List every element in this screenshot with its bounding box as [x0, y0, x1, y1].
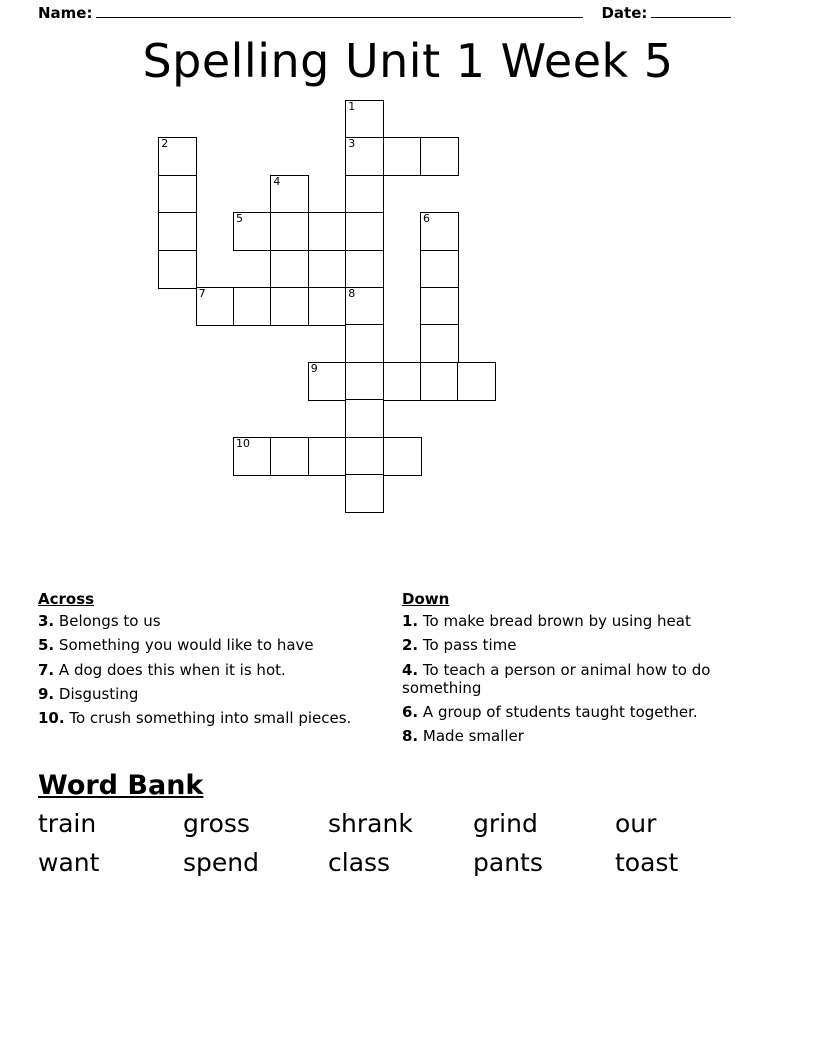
crossword-cell[interactable] [158, 212, 197, 251]
crossword-cell[interactable] [158, 250, 197, 289]
cell-number: 5 [236, 212, 243, 226]
across-column [38, 590, 402, 752]
clue-number: 2. [402, 636, 419, 655]
clue-text: Belongs to us [58, 612, 161, 630]
word-bank-item: pants [473, 848, 543, 878]
crossword-cell[interactable] [270, 287, 309, 326]
clues-section [38, 590, 778, 752]
crossword-cell[interactable] [345, 212, 384, 251]
cell-number: 4 [273, 174, 281, 188]
crossword-cell[interactable] [383, 137, 422, 176]
crossword-cell[interactable] [233, 437, 272, 476]
crossword-cell[interactable] [158, 137, 197, 176]
down-heading: Down [402, 590, 450, 608]
cell-number: 10 [236, 436, 250, 450]
down-column [402, 590, 766, 752]
word-bank-item: toast [615, 848, 679, 878]
clue-text: To pass time [422, 636, 517, 655]
clue-down-5 [402, 727, 766, 745]
clue-text: Made smaller [422, 727, 524, 746]
cell-number: 7 [198, 287, 206, 300]
clue-number: 1. [402, 612, 419, 630]
word-bank-item: shrank [328, 808, 413, 838]
crossword-cell[interactable] [383, 437, 422, 476]
crossword-cell[interactable] [158, 175, 197, 214]
crossword-cell[interactable] [345, 474, 384, 513]
word-bank-item: spend [183, 848, 259, 878]
cell-number: 9 [310, 361, 318, 375]
word-bank-heading: Word Bank [38, 769, 204, 801]
crossword-cell[interactable] [345, 362, 384, 401]
clue-down-3 [402, 661, 766, 698]
date-blank-line [651, 4, 731, 18]
crossword-cell[interactable] [308, 362, 347, 401]
crossword-cell[interactable] [270, 212, 309, 251]
cell-number: 3 [348, 137, 356, 151]
clue-down-1 [402, 612, 766, 630]
name-label: Name: [38, 4, 93, 22]
crossword-cell[interactable] [345, 399, 384, 438]
crossword-cell[interactable] [345, 287, 384, 326]
clue-number: 6. [402, 703, 419, 722]
name-blank-line [96, 4, 583, 18]
clue-number: 3. [38, 612, 55, 630]
clue-number: 9. [38, 684, 55, 703]
clue-text: Disgusting [58, 684, 139, 703]
clue-down-2 [402, 636, 766, 654]
crossword-cell[interactable] [196, 287, 235, 326]
clue-number: 7. [38, 660, 55, 679]
crossword-cell[interactable] [270, 250, 309, 289]
crossword-cell[interactable] [308, 287, 347, 326]
clue-text: To make bread brown by using heat [422, 612, 691, 630]
cell-number: 2 [161, 137, 169, 151]
clue-text: To teach a person or animal how to do something [402, 660, 711, 697]
crossword-cell[interactable] [420, 250, 459, 289]
across-heading: Across [38, 590, 95, 608]
crossword-cell[interactable] [345, 250, 384, 289]
crossword-cell[interactable] [345, 175, 384, 214]
clue-number: 8. [402, 727, 419, 746]
clue-text: To crush something into small pieces. [69, 709, 352, 728]
crossword-cell[interactable] [420, 287, 459, 326]
date-label: Date: [601, 4, 648, 22]
word-bank-item: class [328, 848, 391, 878]
clue-number: 4. [402, 660, 419, 679]
crossword-grid [38, 100, 778, 580]
clue-text: Something you would like to have [58, 636, 314, 655]
clue-number: 5. [38, 636, 55, 655]
clue-across-3 [38, 661, 402, 679]
word-bank-item: our [615, 808, 657, 838]
clue-across-2 [38, 636, 402, 654]
clue-across-5 [38, 709, 402, 727]
crossword-cell[interactable] [345, 100, 384, 139]
crossword-cell[interactable] [420, 137, 459, 176]
cell-number: 1 [348, 100, 356, 113]
crossword-cell[interactable] [233, 287, 272, 326]
word-bank-item: want [38, 848, 100, 878]
clue-text: A group of students taught together. [422, 703, 698, 722]
word-bank-item: train [38, 808, 97, 838]
crossword-cell[interactable] [233, 212, 272, 251]
crossword-cell[interactable] [420, 324, 459, 363]
crossword-cell[interactable] [270, 437, 309, 476]
clue-down-4 [402, 703, 766, 721]
word-bank-list [38, 805, 778, 882]
clue-across-1 [38, 612, 402, 630]
cell-number: 8 [348, 287, 356, 300]
clue-number: 10. [38, 709, 65, 728]
crossword-cell[interactable] [308, 437, 347, 476]
page-title: Spelling Unit 1 Week 5 [142, 34, 674, 88]
crossword-cell[interactable] [420, 362, 459, 401]
clue-across-4 [38, 685, 402, 703]
crossword-cell[interactable] [457, 362, 496, 401]
header-row [38, 0, 778, 22]
crossword-cell[interactable] [308, 212, 347, 251]
word-bank-item: gross [183, 808, 250, 838]
crossword-cell[interactable] [345, 324, 384, 363]
crossword-cell[interactable] [345, 437, 384, 476]
crossword-cell[interactable] [420, 212, 459, 251]
clue-text: A dog does this when it is hot. [58, 660, 286, 679]
word-bank-item: grind [473, 808, 538, 838]
crossword-cell[interactable] [383, 362, 422, 401]
crossword-cell[interactable] [270, 175, 309, 214]
cell-number: 6 [423, 212, 430, 226]
crossword-cell[interactable] [345, 137, 384, 176]
